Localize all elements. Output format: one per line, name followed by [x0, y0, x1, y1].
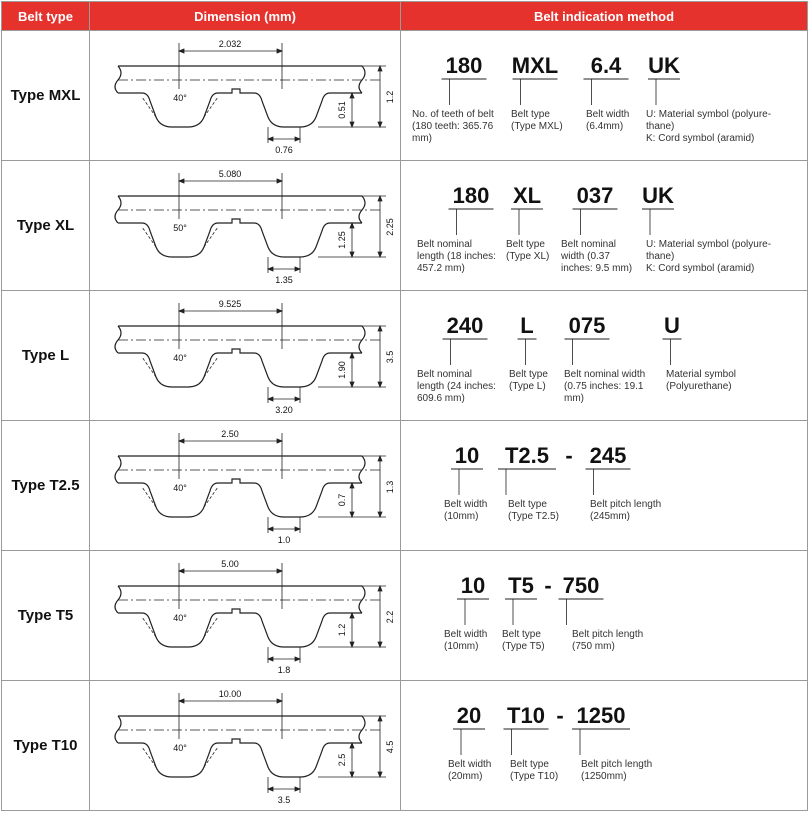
- header-row: [2, 2, 808, 31]
- code-description: U: Material symbol (polyure-: [646, 109, 772, 120]
- code-description: (Type XL): [506, 251, 550, 262]
- pitch-dimension: 2.50: [221, 429, 239, 439]
- code-description: (Type T2.5): [508, 511, 559, 522]
- code-description: (1250mm): [581, 771, 627, 782]
- indication-cell: [401, 551, 808, 681]
- code-segment: 10: [460, 573, 486, 598]
- belt-row: [2, 31, 808, 161]
- code-description: Belt width: [586, 109, 630, 120]
- tooth-height-dimension: 1.2: [337, 623, 347, 637]
- belt-height-dimension: 1.2: [385, 90, 395, 104]
- belt-height-dimension: 4.5: [385, 740, 395, 754]
- code-description: (Type T5): [502, 641, 545, 652]
- code-description: (Type MXL): [511, 121, 563, 132]
- belt-type-name: Type T10: [2, 681, 90, 811]
- belt-profile-diagram: [90, 551, 400, 680]
- header-belt-type: Belt type: [2, 2, 90, 31]
- belt-row: [2, 551, 808, 681]
- belt-code-diagram: [401, 551, 807, 680]
- code-description: Belt type: [509, 369, 548, 380]
- code-segment: UK: [642, 183, 674, 208]
- indication-cell: [401, 161, 808, 291]
- code-segment: 1250: [576, 703, 626, 728]
- tooth-width-dimension: 3.20: [275, 405, 293, 415]
- code-description: Belt nominal: [561, 239, 617, 250]
- code-description: mm): [564, 393, 584, 404]
- tooth-width-dimension: 0.76: [275, 145, 293, 155]
- belt-type-name: Type L: [2, 291, 90, 421]
- code-description: (10mm): [444, 511, 479, 522]
- code-description: 609.6 mm): [417, 393, 465, 404]
- code-description: Belt width: [448, 759, 492, 770]
- pitch-dimension: 5.080: [218, 169, 242, 179]
- belt-profile-diagram: [90, 421, 400, 550]
- code-description: Belt type: [508, 499, 547, 510]
- header-dimension: Dimension (mm): [90, 2, 401, 31]
- code-segment: U: [664, 313, 680, 338]
- code-description: (750 mm): [572, 641, 615, 652]
- code-description: (Type T10): [510, 771, 559, 782]
- code-segment: 20: [456, 703, 482, 728]
- tooth-height-dimension: 0.7: [337, 493, 347, 507]
- dimension-cell: [90, 161, 401, 291]
- code-segment: 240: [446, 313, 484, 338]
- code-description: thane): [646, 251, 675, 262]
- code-segment: T5: [508, 573, 534, 598]
- code-segment: 180: [445, 53, 483, 78]
- code-description: thane): [646, 121, 675, 132]
- code-segment: 180: [452, 183, 490, 208]
- code-description: (Polyurethane): [666, 381, 732, 392]
- tooth-height-dimension: 2.5: [337, 753, 347, 767]
- pitch-dimension: 10.00: [218, 689, 242, 699]
- tooth-angle: 40°: [173, 483, 187, 493]
- code-segment: 075: [568, 313, 606, 338]
- pitch-dimension: 5.00: [221, 559, 239, 569]
- code-description: Belt type: [511, 109, 550, 120]
- code-description: Belt pitch length: [590, 499, 662, 510]
- code-segment: T2.5: [504, 443, 550, 468]
- code-description: Belt nominal: [417, 239, 473, 250]
- indication-cell: [401, 421, 808, 551]
- code-separator: -: [556, 703, 564, 728]
- belt-profile-diagram: [90, 161, 400, 290]
- indication-cell: [401, 291, 808, 421]
- belt-row: [2, 421, 808, 551]
- code-segment: MXL: [511, 53, 559, 78]
- code-description: 457.2 mm): [417, 263, 465, 274]
- code-description: length (18 inches:: [417, 251, 496, 262]
- code-description: No. of teeth of belt: [412, 109, 494, 120]
- code-description: Belt pitch length: [572, 629, 644, 640]
- belt-height-dimension: 3.5: [385, 350, 395, 364]
- belt-profile-diagram: [90, 681, 400, 810]
- code-segment: 6.4: [590, 53, 622, 78]
- tooth-angle: 40°: [173, 93, 187, 103]
- belt-spec-table: [1, 1, 808, 811]
- belt-height-dimension: 2.25: [385, 218, 395, 236]
- code-description: (10mm): [444, 641, 479, 652]
- code-description: length (24 inches:: [417, 381, 496, 392]
- code-description: Belt type: [506, 239, 545, 250]
- tooth-height-dimension: 1.90: [337, 361, 347, 379]
- belt-profile-diagram: [90, 31, 400, 160]
- pitch-dimension: 2.032: [218, 39, 242, 49]
- tooth-angle: 50°: [173, 223, 187, 233]
- indication-cell: [401, 681, 808, 811]
- code-description: (245mm): [590, 511, 631, 522]
- tooth-height-dimension: 0.51: [337, 101, 347, 119]
- tooth-height-dimension: 1.25: [337, 231, 347, 249]
- tooth-angle: 40°: [173, 353, 187, 363]
- header-indication: Belt indication method: [401, 2, 808, 31]
- code-segment: UK: [648, 53, 680, 78]
- indication-cell: [401, 31, 808, 161]
- tooth-width-dimension: 1.0: [277, 535, 291, 545]
- code-segment: 10: [454, 443, 480, 468]
- code-description: U: Material symbol (polyure-: [646, 239, 772, 250]
- belt-height-dimension: 1.3: [385, 480, 395, 494]
- belt-code-diagram: [401, 161, 807, 290]
- tooth-angle: 40°: [173, 613, 187, 623]
- code-description: Belt nominal width: [564, 369, 646, 380]
- code-description: Belt nominal: [417, 369, 473, 380]
- code-segment: 245: [589, 443, 627, 468]
- code-segment: 750: [562, 573, 600, 598]
- belt-type-name: Type T2.5: [2, 421, 90, 551]
- tooth-width-dimension: 3.5: [277, 795, 291, 805]
- belt-type-name: Type T5: [2, 551, 90, 681]
- code-description: Belt width: [444, 499, 488, 510]
- code-description: width (0.37: [561, 251, 610, 262]
- belt-code-diagram: [401, 291, 807, 420]
- code-description: mm): [412, 133, 432, 144]
- dimension-cell: [90, 31, 401, 161]
- code-description: Belt pitch length: [581, 759, 653, 770]
- belt-type-name: Type XL: [2, 161, 90, 291]
- belt-row: [2, 161, 808, 291]
- code-description: Material symbol: [666, 369, 737, 380]
- code-segment: L: [520, 313, 534, 338]
- dimension-cell: [90, 551, 401, 681]
- code-description: inches: 9.5 mm): [561, 263, 633, 274]
- code-description: (180 teeth: 365.76: [412, 121, 494, 132]
- belt-code-diagram: [401, 421, 807, 550]
- belt-profile-diagram: [90, 291, 400, 420]
- code-separator: -: [565, 443, 573, 468]
- belt-type-name: Type MXL: [2, 31, 90, 161]
- code-description: (6.4mm): [586, 121, 624, 132]
- code-separator: -: [544, 573, 552, 598]
- code-description: Belt type: [502, 629, 541, 640]
- code-segment: T10: [507, 703, 545, 728]
- belt-code-diagram: [401, 681, 807, 810]
- code-description: (20mm): [448, 771, 483, 782]
- dimension-cell: [90, 681, 401, 811]
- tooth-angle: 40°: [173, 743, 187, 753]
- belt-code-diagram: [401, 31, 807, 160]
- belt-row: [2, 291, 808, 421]
- code-description: (Type L): [509, 381, 546, 392]
- tooth-width-dimension: 1.8: [277, 665, 291, 675]
- code-segment: XL: [512, 183, 542, 208]
- dimension-cell: [90, 421, 401, 551]
- tooth-width-dimension: 1.35: [275, 275, 293, 285]
- dimension-cell: [90, 291, 401, 421]
- belt-row: [2, 681, 808, 811]
- belt-height-dimension: 2.2: [385, 610, 395, 624]
- code-description: Belt width: [444, 629, 488, 640]
- code-description: K: Cord symbol (aramid): [646, 263, 755, 274]
- code-description: Belt type: [510, 759, 549, 770]
- code-description: K: Cord symbol (aramid): [646, 133, 755, 144]
- code-segment: 037: [576, 183, 614, 208]
- pitch-dimension: 9.525: [218, 299, 242, 309]
- code-description: (0.75 inches: 19.1: [564, 381, 644, 392]
